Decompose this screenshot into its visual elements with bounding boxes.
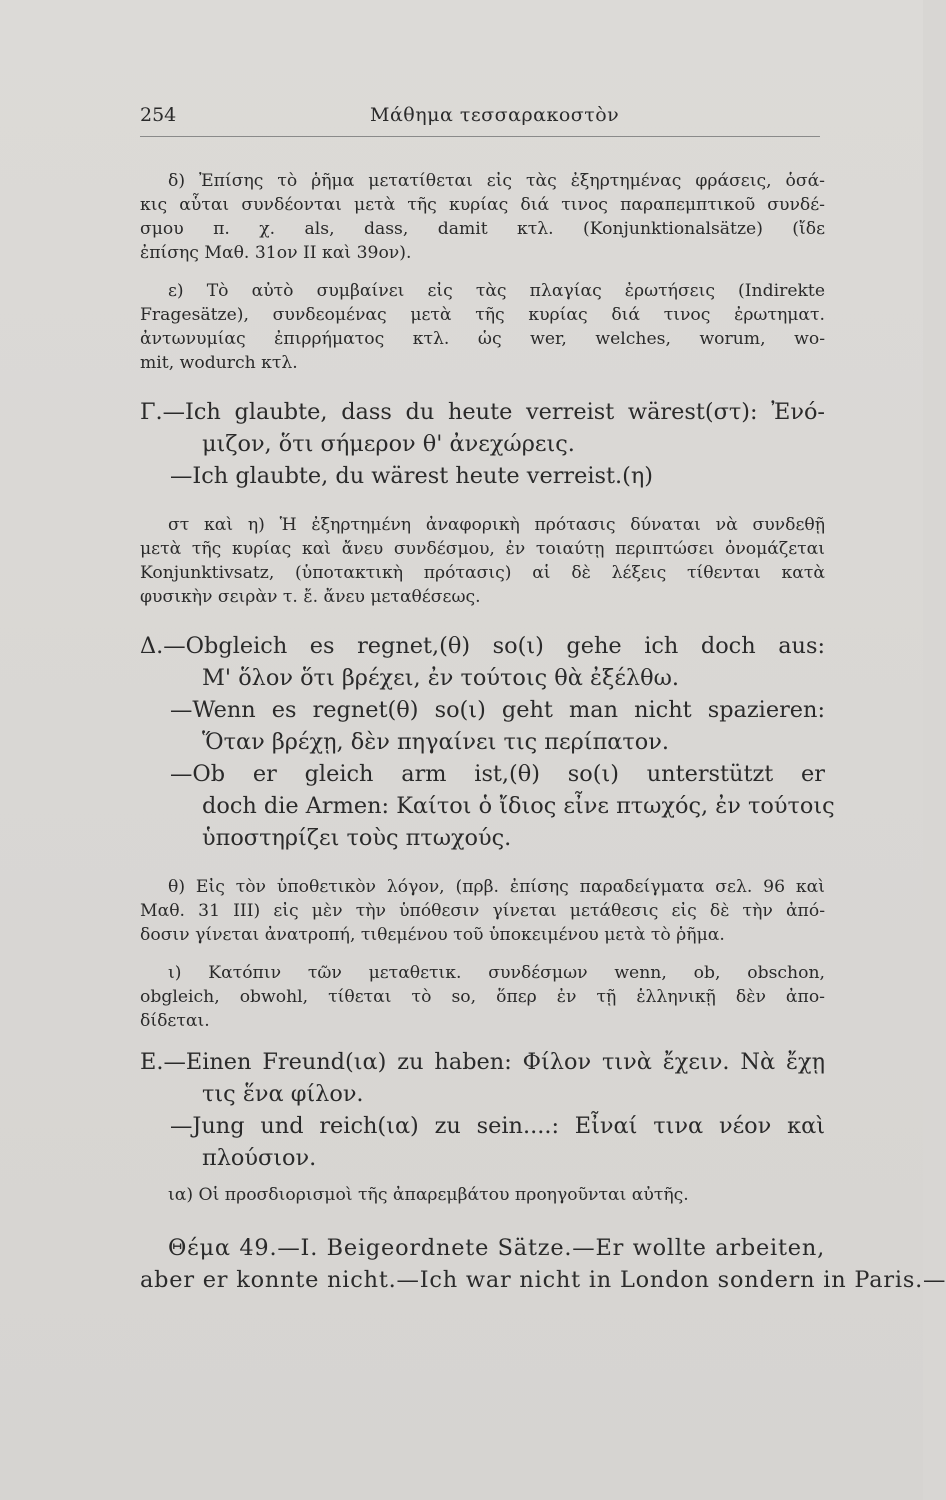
running-header (140, 104, 820, 134)
example-line: Ὅταν βρέχῃ, δὲν πηγαίνει τις περίπατον. (202, 729, 669, 755)
example-line: —Ob er gleich arm ist,(θ) so(ι) unterstützt er (170, 761, 825, 787)
text-line: μετὰ τῆς κυρίας καὶ ἄνευ συνδέσμου, ἐν τοιαύτῃ περιπτώσει ὀνομάζεται (140, 538, 825, 559)
theme-49 (140, 1232, 946, 1296)
example-line: Γ.—Ich glaubte, dass du heute verreist wärest(στ): Ἐνό- (140, 399, 825, 425)
text-line: ἀντωνυμίας ἐπιρρήματος κτλ. ὡς wer, welches, worum, wo- (140, 328, 825, 349)
note-ia (140, 1184, 825, 1208)
note-iota (140, 962, 825, 1034)
example-gamma (140, 396, 825, 492)
note-theta (140, 876, 825, 948)
example-line: Ε.—Einen Freund(ια) zu haben: Φίλον τινὰ ἔχειν. Νὰ ἔχῃ (140, 1049, 825, 1075)
note-epsilon (140, 280, 825, 376)
text-line: Μαθ. 31 ΙΙΙ) εἰς μὲν τὴν ὑπόθεσιν γίνεται μετάθεσις εἰς δὲ τὴν ἀπό- (140, 900, 825, 921)
example-e (140, 1046, 825, 1174)
example-line: —Wenn es regnet(θ) so(ι) geht man nicht spazieren: (170, 697, 825, 723)
example-line: —Ich glaubte, du wärest heute verreist.(η) (170, 463, 654, 489)
text-line: κις αὗται συνδέονται μετὰ τῆς κυρίας διά τινος παραπεμπτικοῦ συνδέ- (140, 194, 825, 215)
text-line: θ) Εἰς τὸν ὑποθετικὸν λόγον, (πρβ. ἐπίσης παραδείγματα σελ. 96 καὶ (168, 877, 825, 897)
header-rule (140, 136, 820, 137)
text-line: ἐπίσης Μαθ. 31ον ΙΙ καὶ 39ον). (140, 242, 412, 263)
text-line: Konjunktivsatz, (ὑποτακτικὴ πρότασις) αἱ δὲ λέξεις τίθενται κατὰ (140, 562, 825, 583)
text-line: σμου π. χ. als, dass, damit κτλ. (Konjunktionalsätze) (ἴδε (140, 218, 825, 239)
note-delta (140, 170, 825, 266)
example-line: τις ἕνα φίλον. (202, 1081, 364, 1107)
example-line: Δ.—Obgleich es regnet,(θ) so(ι) gehe ich doch aus: (140, 633, 825, 659)
text-line: ε) Τὸ αὐτὸ συμβαίνει εἰς τὰς πλαγίας ἐρωτήσεις (Indirekte (168, 281, 825, 301)
text-line: mit, wodurch κτλ. (140, 352, 298, 373)
text-line: φυσικὴν σειρὰν τ. ἔ. ἄνευ μεταθέσεως. (140, 586, 481, 607)
note-st-eta (140, 514, 825, 610)
text-line: obgleich, obwohl, τίθεται τὸ so, ὅπερ ἐν τῇ ἑλληνικῇ δὲν ἀπο- (140, 986, 825, 1007)
example-line: Μ' ὅλον ὅτι βρέχει, ἐν τούτοις θὰ ἐξέλθω. (202, 665, 679, 691)
text-line: δοσιν γίνεται ἀνατροπή, τιθεμένου τοῦ ὑποκειμένου μετὰ τὸ ῥῆμα. (140, 924, 725, 945)
text-line: δίδεται. (140, 1010, 210, 1031)
theme-line: Θέμα 49.—Ι. Beigeordnete Sätze.—Er wollte arbeiten, (168, 1235, 825, 1261)
text-line: ια) Οἱ προσδιορισμοὶ τῆς ἀπαρεμβάτου προηγοῦνται αὐτῆς. (168, 1185, 689, 1205)
theme-line: aber er konnte nicht.—Ich war nicht in London sondern in Paris.— (140, 1267, 946, 1293)
text-line: ι) Κατόπιν τῶν μεταθετικ. συνδέσμων wenn, ob, obschon, (168, 963, 825, 983)
example-line: doch die Armen: Καίτοι ὁ ἴδιος εἶνε πτωχός, ἐν τούτοις (202, 793, 835, 819)
text-line: στ καὶ η) Ἡ ἐξηρτημένη ἀναφορικὴ πρότασις δύναται νὰ συνδεθῇ (168, 515, 825, 535)
chapter-title: Μάθημα τεσσαρακοστὸν (370, 104, 620, 126)
example-delta (140, 630, 835, 854)
example-line: πλούσιον. (202, 1145, 317, 1171)
example-line: ὑποστηρίζει τοὺς πτωχούς. (202, 825, 512, 851)
example-line: μιζον, ὅτι σήμερον θ' ἀνεχώρεις. (202, 431, 575, 457)
example-line: —Jung und reich(ια) zu sein....: Εἶναί τινα νέον καὶ (170, 1113, 825, 1139)
page-number: 254 (140, 104, 177, 126)
text-line: Fragesätze), συνδεομένας μετὰ τῆς κυρίας διά τινος ἐρωτηματ. (140, 304, 825, 325)
text-line: δ) Ἐπίσης τὸ ῥῆμα μετατίθεται εἰς τὰς ἐξηρτημένας φράσεις, ὁσά- (168, 171, 825, 191)
